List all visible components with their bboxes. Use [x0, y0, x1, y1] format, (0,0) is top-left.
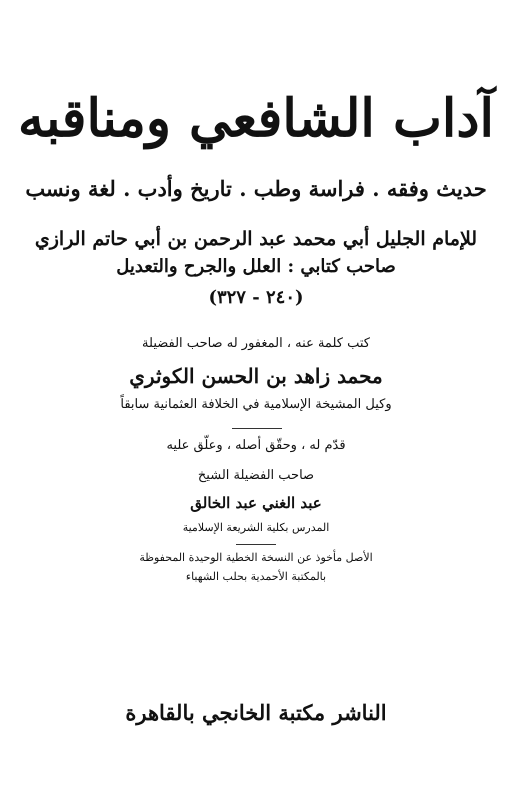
- editor-title: صاحب الفضيلة الشيخ: [197, 468, 315, 483]
- foreword-signature: محمد زاهد بن الحسن الكوثري: [129, 364, 383, 388]
- source-note-line1: الأصل مأخوذ عن النسخة الخطية الوحيدة المحفوظة: [139, 551, 373, 564]
- editor-role: المدرس بكلية الشريعة الإسلامية: [182, 521, 330, 534]
- book-subtitle: حديث وفقه . فراسة وطب . تاريخ وأدب . لغة ونسب: [25, 176, 487, 201]
- publisher: الناشر مكتبة الخانجي بالقاهرة: [125, 700, 387, 725]
- editor-signature: عبد الغني عبد الخالق: [190, 494, 322, 512]
- author-works: صاحب كتابي : العلل والجرح والتعديل: [116, 256, 396, 277]
- author-line: للإمام الجليل أبي محمد عبد الرحمن بن أبي حاتم الرازي: [34, 228, 478, 250]
- divider: [232, 428, 282, 429]
- foreword-role: وكيل المشيخة الإسلامية في الخلافة العثمانية سابقاً: [120, 397, 392, 412]
- divider: [236, 544, 276, 545]
- book-title: آداب الشافعي ومناقبه: [18, 88, 494, 149]
- author-dates: (٢٤٠ - ٣٢٧): [208, 287, 304, 308]
- editor-label: قدّم له ، وحقّق أصله ، وعلّق عليه: [166, 438, 346, 453]
- foreword-label: كتب كلمة عنه ، المغفور له صاحب الفضيلة: [142, 336, 370, 351]
- source-note-line2: بالمكتبة الأحمدية بحلب الشهباء: [185, 570, 327, 583]
